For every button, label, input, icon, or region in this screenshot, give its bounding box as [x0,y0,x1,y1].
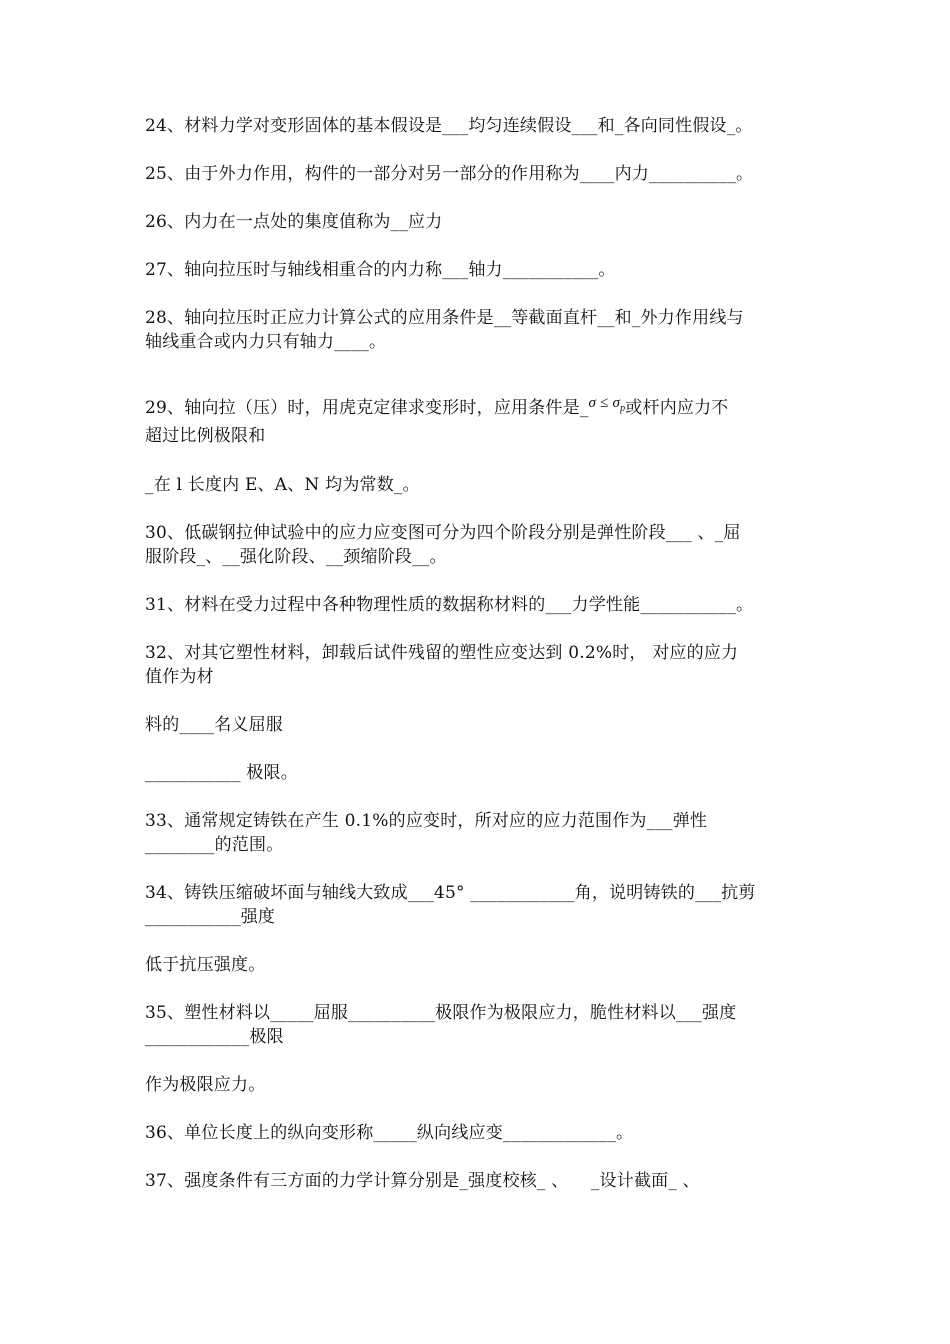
question-32-line-2: 值作为材 [145,667,214,687]
question-33-line-1: 33、通常规定铸铁在产生 0.1%的应变时，所对应的应力范围作为___弹性 [145,811,708,831]
question-35-line-1: 35、塑性材料以_____屈服__________极限作为极限应力，脆性材料以___强度 [145,1003,737,1023]
question-29-line-2: 超过比例极限和 [145,426,266,446]
question-32-line-3: 料的____名义屈服 [145,715,283,735]
question-24: 24、材料力学对变形固体的基本假设是___均匀连续假设___和_各向同性假设_。 [145,116,753,136]
formula-sigma-p: σ [612,395,621,411]
question-35-line-3: 作为极限应力。 [145,1075,266,1095]
formula-sigma: σ [588,395,597,411]
question-34-line-3: 低于抗压强度。 [145,955,266,975]
question-27: 27、轴向拉压时与轴线相重合的内力称___轴力___________。 [145,260,616,280]
question-28-line-1: 28、轴向拉压时正应力计算公式的应用条件是__等截面直杆__和_外力作用线与 [145,308,744,328]
question-32-line-1: 32、对其它塑性材料，卸载后试件残留的塑性应变达到 0.2%时， 对应的应力 [145,643,739,663]
proportional-limit-formula [588,395,626,414]
question-34-line-2: ___________强度 [145,907,276,927]
question-25: 25、由于外力作用，构件的一部分对另一部分的作用称为____内力__________。 [145,164,754,184]
question-31: 31、材料在受力过程中各种物理性质的数据称材料的___力学性能___________。 [145,595,754,615]
question-29-text-b: 或杆内应力不 [625,398,729,418]
question-33-line-2: ________的范围。 [145,835,284,855]
question-29-line-3: _在 l 长度内 E、A、N 均为常数_。 [145,475,420,495]
question-35-line-2: ____________极限 [145,1027,284,1047]
question-36: 36、单位长度上的纵向变形称_____纵向线应变_____________。 [145,1123,634,1143]
question-29-line-1 [145,397,729,426]
question-34-line-1: 34、铸铁压缩破坏面与轴线大致成___45° ____________角，说明铸铁的___抗剪 [145,883,756,903]
question-30-line-1: 30、低碳钢拉伸试验中的应力应变图可分为四个阶段分别是弹性阶段___ 、_屈 [145,523,741,543]
question-29-text-a: 29、轴向拉（压）时，用虎克定律求变形时，应用条件是_ [145,398,589,418]
question-37: 37、强度条件有三方面的力学计算分别是_强度校核_ 、 _设计截面_ 、 [145,1171,700,1191]
question-26: 26、内力在一点处的集度值称为__应力 [145,212,443,232]
question-28-line-2: 轴线重合或内力只有轴力____。 [145,332,387,352]
formula-leq: ≤ [600,395,609,411]
question-30-line-2: 服阶段_、__强化阶段、__颈缩阶段__。 [145,547,447,567]
formula-subscript: p [620,403,626,414]
question-32-line-4: ___________ 极限。 [145,763,298,783]
